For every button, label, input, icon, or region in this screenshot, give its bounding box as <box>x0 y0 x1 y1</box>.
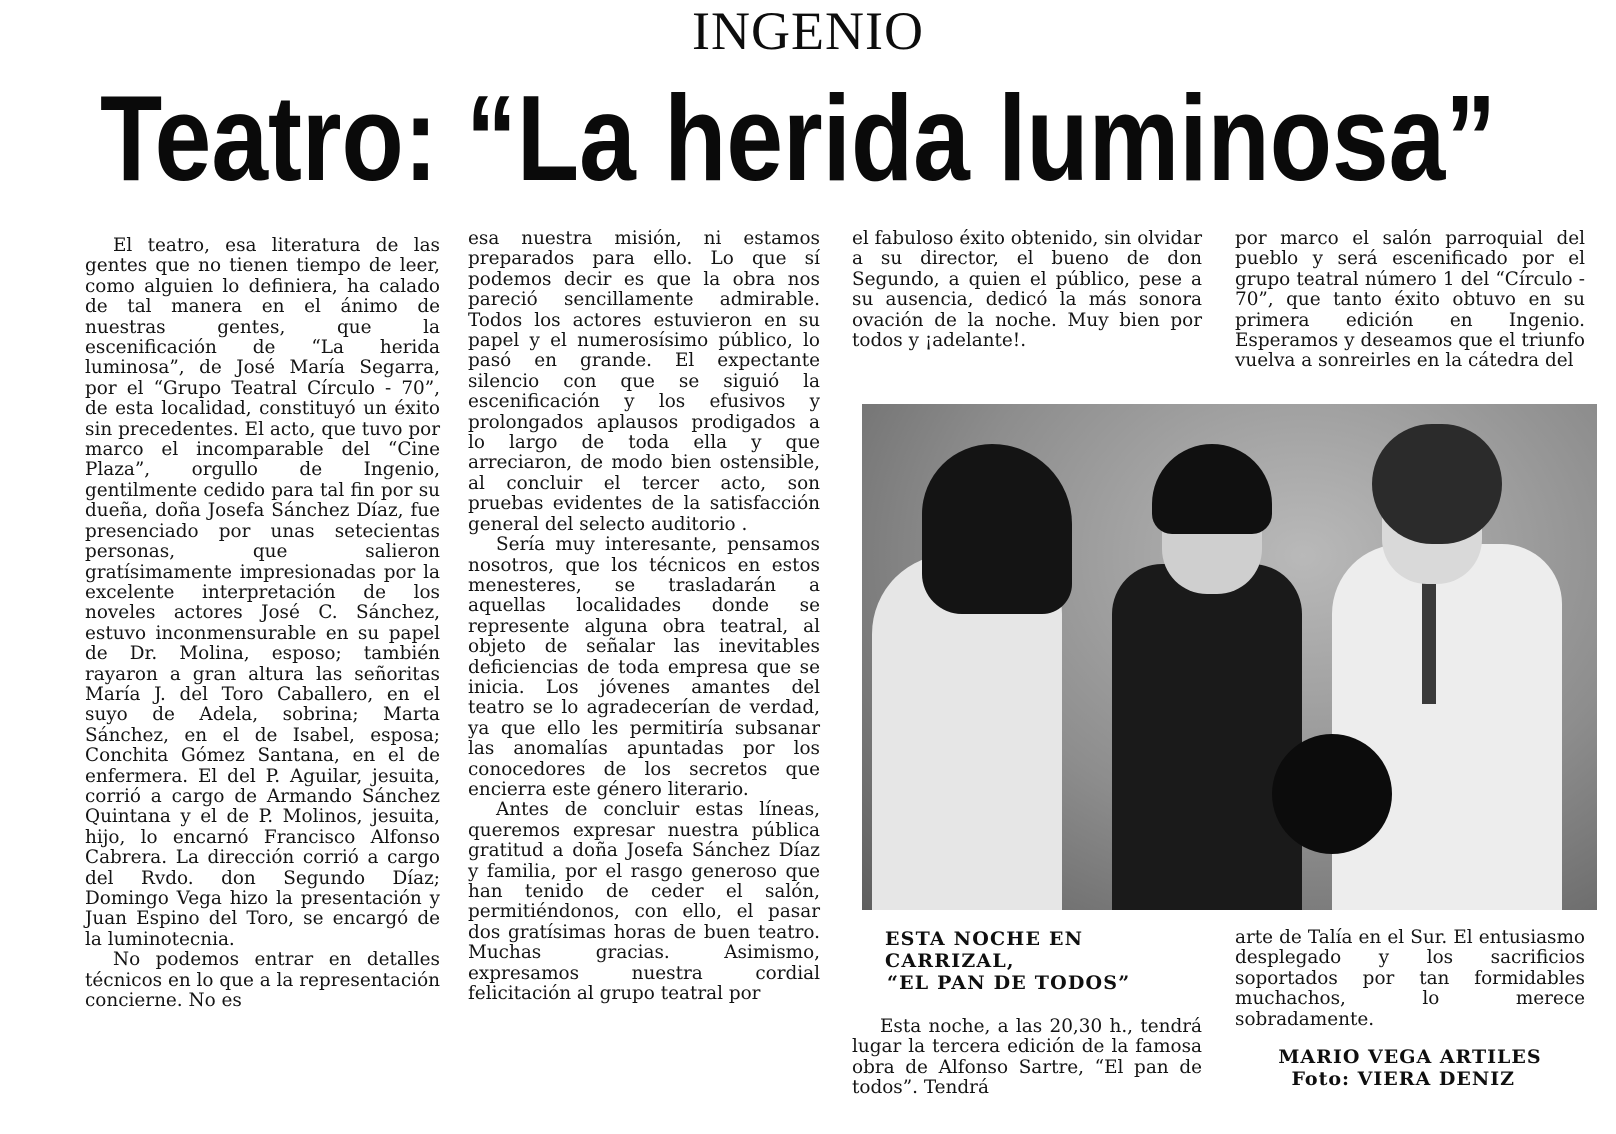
article-column-3 <box>852 229 1202 351</box>
sidebar-title-line: ESTA NOCHE EN <box>885 928 1084 950</box>
paragraph: Sería muy interesante, pensamos nosotros, que los técnicos en estos menesteres, se trasladarán a aquellas localidades donde se represente alguna obra teatral, al objeto de señalar las inevitables deficiencias de toda empresa que se inicia. Los jóvenes amantes del teatro se lo agradecerían de verdad, ya que ello les permitiría subsanar las anomalías apuntadas por los conocedores de los secretos que encierra este género literario. <box>468 534 820 800</box>
sidebar-title-line: CARRIZAL, <box>885 950 1015 972</box>
priest-figure <box>1112 564 1302 910</box>
sidebar-title-line: “EL PAN DE TODOS” <box>887 972 1131 994</box>
priest-hair <box>1152 444 1272 534</box>
actress-hair <box>922 444 1072 614</box>
actor-tie <box>1422 564 1436 704</box>
author-name: MARIO VEGA ARTILES <box>1278 1046 1542 1068</box>
paragraph: el fabuloso éxito obtenido, sin olvidar a su director, el bueno de don Segundo, a quien el público, pese a su ausencia, dedicó la más sonora ovación de la noche. Muy bien por todos y ¡adelante!. <box>852 228 1202 352</box>
section-label: INGENIO <box>692 1 924 61</box>
paragraph: Esta noche, a las 20,30 h., tendrá lugar la tercera edición de la famosa obra de Alfonso Sartre, “El pan de todos”. Tendrá <box>852 1016 1202 1099</box>
sidebar-title <box>885 928 1205 994</box>
article-column-1 <box>85 236 440 1011</box>
byline <box>1245 1046 1575 1090</box>
paragraph: por marco el salón parroquial del pueblo y será escenificado por el grupo teatral número 1 del “Círculo - 70”, que tanto éxito obtuvo en su primera edición en Ingenio. Esperamos y deseamos que el triunfo vuelva a sonreirles en la cátedra del <box>1235 228 1585 372</box>
paragraph: El teatro, esa literatura de las gentes que no tienen tiempo de leer, como alguien lo definiera, ha calado de tal manera en el ánimo de nuestras gentes, que la escenificación de “La herida luminosa”, de José María Segarra, por el “Grupo Teatral Círculo - 70”, de esta localidad, constituyó un éxito sin precedentes. El acto, que tuvo por marco el incomparable del “Cine Plaza”, orgullo de Ingenio, gentilmente cedido para tal fin por su dueña, doña Josefa Sánchez Díaz, fue presenciado por unas setecientas personas, que salieron gratísimamente impresionadas por la excelente interpretación de los noveles actores José C. Sánchez, estuvo inconmensurable en su papel de Dr. Molina, esposo; también rayaron a gran altura las señoritas María J. del Toro Caballero, en el suyo de Adela, sobrina; Marta Sánchez, en el de Isabel, esposa; Conchita Gómez Santana, en el de enfermera. El del P. Aguilar, jesuita, corrió a cargo de Armando Sánchez Quintana y el de P. Molinos, jesuita, hijo, lo encarnó Francisco Alfonso Cabrera. La dirección corrió a cargo del Rvdo. don Segundo Díaz; Domingo Vega hizo la presentación y Juan Espino del Toro, se encargó de la luminotecnia. <box>85 235 440 950</box>
photo-credit: Foto: VIERA DENIZ <box>1291 1068 1515 1090</box>
paragraph: esa nuestra misión, ni estamos preparados para ello. Lo que sí podemos decir es que la obra nos pareció sencillamente admirable. Todos los actores estuvieron en su papel y el numerosísimo público, lo pasó en grande. El expectante silencio con que se siguió la escenificación y los efusivos y prolongados aplausos prodigados a lo largo de toda ella y que arreciaron, de modo bien ostensible, al concluir el tercer acto, son pruebas evidentes de la satisfacción general del selecto auditorio . <box>468 228 820 535</box>
closing-text <box>1235 928 1585 1030</box>
prop-object <box>1272 734 1392 854</box>
article-column-4 <box>1235 229 1585 372</box>
sidebar-text <box>852 1017 1202 1099</box>
actor-hair <box>1372 424 1502 544</box>
actor-figure <box>1332 544 1562 910</box>
paragraph: arte de Talía en el Sur. El entusiasmo desplegado y los sacrificios soportados por tan formidables muchachos, lo merece sobradamente. <box>1235 927 1585 1030</box>
headline: Teatro: “La herida luminosa” <box>100 70 1497 206</box>
paragraph: No podemos entrar en detalles técnicos en lo que a la representación concierne. No es <box>85 949 440 1012</box>
stage-photo <box>862 404 1597 910</box>
paragraph: Antes de concluir estas líneas, queremos expresar nuestra pública gratitud a doña Josefa Sánchez Díaz y familia, por el rasgo generoso que han tenido de ceder el salón, permitiéndonos, con ello, el pasar dos gratísimas horas de buen teatro. Muchas gracias. Asimismo, expresamos nuestra cordial felicitación al grupo teatral por <box>468 799 820 1005</box>
article-column-2 <box>468 229 820 1004</box>
